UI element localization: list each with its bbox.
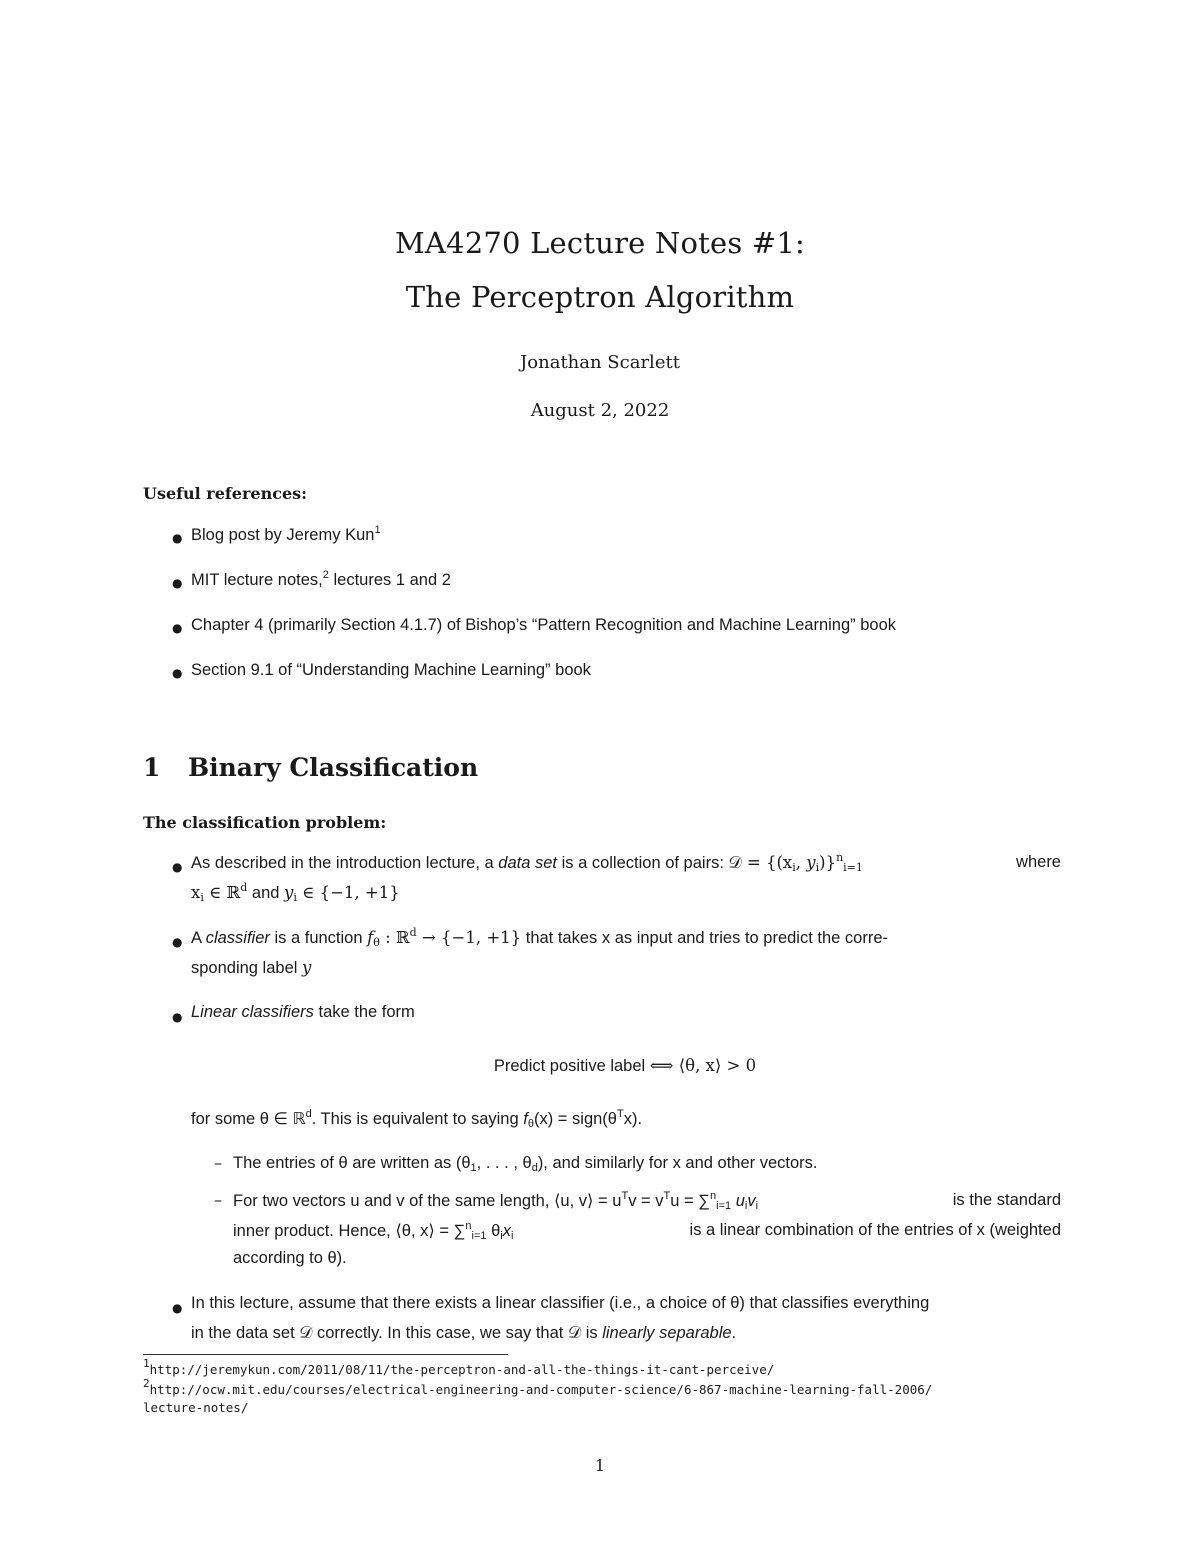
- section-title: Binary Classification: [188, 753, 479, 782]
- bullet-separable: In this lecture, assume that there exists a linear classifier (i.e., a choice of θ) that classifies everything: [191, 1294, 930, 1312]
- subheading: The classification problem:: [143, 813, 387, 832]
- dash-icon: –: [214, 1153, 222, 1172]
- sub-bullet-inner-product-line2: inner product. Hence, ⟨θ, x⟩ = ∑$^n_{i=1}$ $\theta_ix_i$ is a linear combination of the entries of x (weighted: [233, 1220, 1061, 1242]
- references-heading: Useful references:: [143, 484, 308, 503]
- bullet-classifier-line2: sponding label y: [191, 958, 312, 977]
- bullet-classifier: A classifier is a function $f_\theta$ : ℝ$^d$ → {−1, +1} that takes x as input and tries to predict the corre-: [191, 926, 889, 949]
- bullet-icon: ●: [172, 1301, 183, 1315]
- bullet-icon: ●: [172, 935, 183, 949]
- reference-item: Chapter 4 (primarily Section 4.1.7) of Bishop’s “Pattern Recognition and Machine Learning” book: [191, 616, 896, 634]
- footnote-rule: [143, 1354, 508, 1355]
- date: August 2, 2022: [530, 400, 670, 421]
- bullet-separable-line2: in the data set 𝒟 correctly. In this case, we say that 𝒟 is linearly separable.: [191, 1324, 737, 1342]
- section-number: 1: [143, 753, 161, 782]
- bullet-icon: ●: [172, 576, 183, 590]
- bullet-linear: Linear classifiers take the form: [191, 1003, 415, 1021]
- footnote-1: $^1$http://jeremykun.com/2011/08/11/the-perceptron-and-all-the-things-it-cant-perceive/: [143, 1357, 775, 1377]
- display-equation: Predict positive label ⟺ ⟨θ, x⟩ > 0: [493, 1056, 757, 1075]
- bullet-icon: ●: [172, 860, 183, 874]
- footnote-2-continued: lecture-notes/: [143, 1400, 249, 1415]
- bullet-icon: ●: [172, 666, 183, 680]
- sub-bullet-entries: The entries of θ are written as ($\theta_1$, . . . , $\theta_d$), and similarly for x and other vectors.: [233, 1154, 818, 1174]
- bullet-icon: ●: [172, 621, 183, 635]
- bullet-dataset-line2: $x_i$ ∈ ℝ$^d$ and $y_i$ ∈ {−1, +1}: [191, 881, 400, 904]
- reference-item: Section 9.1 of “Understanding Machine Learning” book: [191, 661, 591, 679]
- bullet-dataset: As described in the introduction lecture, a data set is a collection of pairs: 𝒟 = {($x_i$, $y_i)\}^n_{i=1}$ where: [191, 851, 1061, 874]
- author: Jonathan Scarlett: [520, 352, 680, 373]
- footnote-2: $^2$http://ocw.mit.edu/courses/electrical-engineering-and-computer-science/6-867-machine-learning-fall-2006/: [143, 1377, 933, 1397]
- title-line-1: MA4270 Lecture Notes #1:: [395, 226, 805, 260]
- page-number: 1: [594, 1456, 606, 1475]
- reference-item: MIT lecture notes,$^2$ lectures 1 and 2: [191, 569, 451, 589]
- bullet-icon: ●: [172, 1010, 183, 1024]
- sub-bullet-inner-product: For two vectors u and v of the same length, ⟨u, v⟩ = $u^Tv = v^Tu = \sum^n_{i=1}$ $u_iv_i$ is the standard: [233, 1190, 1061, 1212]
- sub-bullet-inner-product-line3: according to θ).: [233, 1249, 347, 1267]
- reference-item: Blog post by Jeremy Kun$^1$: [191, 524, 381, 544]
- bullet-icon: ●: [172, 531, 183, 545]
- equivalence-line: for some θ ∈ ℝ$^d$. This is equivalent to saying $f_\theta(x)$ = $sign(\theta^Tx)$.: [191, 1108, 643, 1130]
- title-line-2: The Perceptron Algorithm: [405, 280, 795, 314]
- dash-icon: –: [214, 1190, 222, 1209]
